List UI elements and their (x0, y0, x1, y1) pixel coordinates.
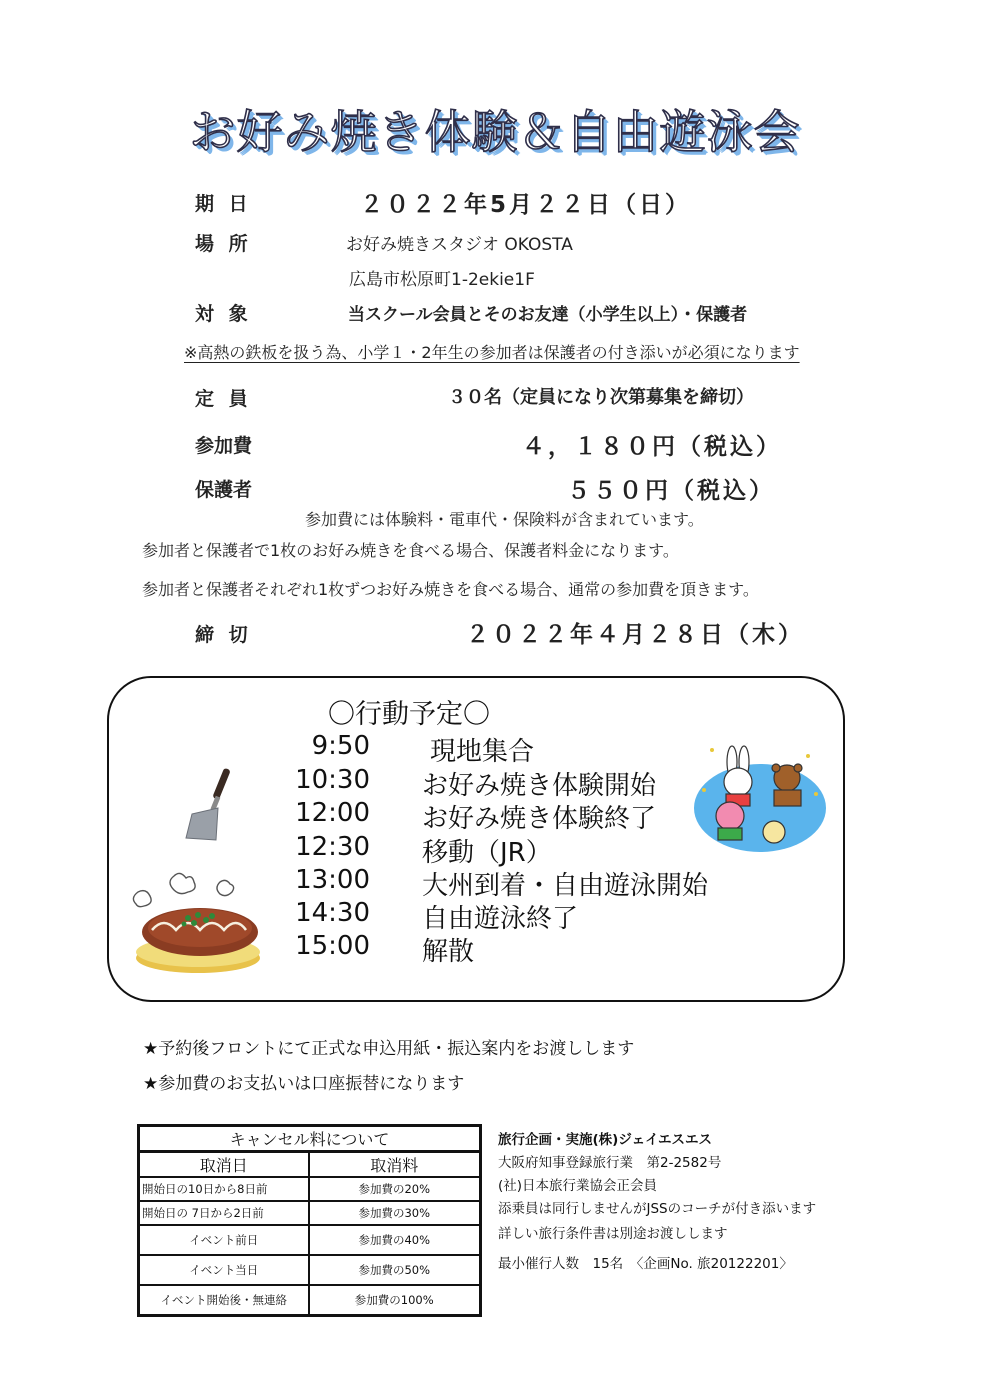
column-header: 取消日 (139, 1152, 309, 1178)
schedule-time: 9:50 (311, 731, 370, 761)
fee-label: 参加費 (195, 435, 253, 457)
target-note: ※高熱の鉄板を扱う為、小学１・2年生の参加者は保護者の付き添いが必須になります (184, 343, 800, 362)
fee-note-2: 参加者と保護者で1枚のお好み焼きを食べる場合、保護者料金になります。 (142, 541, 679, 560)
date-label: 期 日 (195, 193, 252, 215)
table-cell: 参加費の100% (309, 1285, 481, 1315)
table-cell: 参加費の30% (309, 1201, 481, 1225)
organizer-name: 旅行企画・実施(株)ジェイエスエス (498, 1132, 713, 1148)
date-value: ２０２２年5月２２日（日） (360, 192, 692, 218)
schedule-activity: 解散 (422, 937, 475, 967)
target-value: 当スクール会員とそのお友達（小学生以上）・保護者 (348, 305, 748, 325)
schedule-activity: 自由遊泳終了 (422, 904, 579, 934)
target-label: 対 象 (195, 303, 252, 325)
organizer-membership: (社)日本旅行業協会正会員 (498, 1178, 658, 1194)
organizer-terms-note: 詳しい旅行条件書は別途お渡しします (498, 1226, 728, 1242)
guardian-label: 保護者 (195, 479, 253, 501)
table-cell: 開始日の 7日から2日前 (139, 1201, 309, 1225)
deadline-value: ２０２２年４月２８日（木） (466, 622, 804, 648)
table-cell: 参加費の20% (309, 1177, 481, 1201)
table-cell: イベント前日 (139, 1225, 309, 1255)
okonomiyaki-icon (128, 860, 268, 980)
bath-toys-icon (690, 730, 830, 854)
place-address: 広島市松原町1-2ekie1F (349, 270, 535, 290)
deadline-label: 締 切 (195, 624, 252, 646)
note-item: ★予約後フロントにて正式な申込用紙・振込案内をお渡しします (143, 1039, 635, 1059)
organizer-registration: 大阪府知事登録旅行業 第2-2582号 (498, 1155, 722, 1171)
fee-note-3: 参加者と保護者それぞれ1枚ずつお好み焼きを食べる場合、通常の参加費を頂きます。 (142, 580, 759, 599)
table-cell: 参加費の40% (309, 1225, 481, 1255)
page-title: お好み焼き体験＆自由遊泳会 (189, 105, 801, 159)
column-header: 取消料 (309, 1152, 481, 1178)
fee-note-1: 参加費には体験料・電車代・保険料が含まれています。 (305, 510, 704, 529)
table-row (139, 1177, 481, 1201)
schedule-activity: 移動（JR） (422, 838, 552, 868)
table-caption: キャンセル料について (139, 1126, 481, 1152)
schedule-time: 12:00 (295, 798, 370, 828)
place-name: お好み焼きスタジオ OKOSTA (346, 235, 573, 255)
table-cell: イベント開始後・無連絡 (139, 1285, 309, 1315)
schedule-title: 〇行動予定〇 (328, 699, 490, 730)
place-label: 場 所 (195, 233, 252, 255)
note-item: ★参加費のお支払いは口座振替になります (143, 1074, 465, 1094)
schedule-activity: 大州到着・自由遊泳開始 (422, 871, 709, 901)
schedule-activity: 現地集合 (430, 737, 535, 767)
cancel-fee-table (137, 1124, 482, 1317)
schedule-activity: お好み焼き体験開始 (422, 771, 657, 801)
capacity-label: 定 員 (195, 388, 252, 410)
table-cell: 参加費の50% (309, 1255, 481, 1285)
schedule-time: 13:00 (295, 865, 370, 895)
schedule-time: 14:30 (295, 898, 370, 928)
table-row (139, 1255, 481, 1285)
organizer-min-participants: 最小催行人数 15名 〈企画No. 旅20122201〉 (498, 1256, 793, 1272)
table-cell: 開始日の10日から8日前 (139, 1177, 309, 1201)
capacity-value: ３０名（定員になり次第募集を締切） (448, 387, 754, 408)
organizer-escort-note: 添乗員は同行しませんがJSSのコーチが付き添います (498, 1201, 817, 1217)
table-cell: イベント当日 (139, 1255, 309, 1285)
schedule-time: 15:00 (295, 931, 370, 961)
schedule-activity: お好み焼き体験終了 (422, 804, 657, 834)
table-row (139, 1225, 481, 1255)
schedule-time: 12:30 (295, 832, 370, 862)
spatula-icon (178, 764, 250, 844)
fee-value: ４，１８０円（税込） (522, 434, 782, 460)
table-row (139, 1285, 481, 1315)
schedule-time: 10:30 (295, 765, 370, 795)
guardian-value: ５５０円（税込） (567, 478, 775, 504)
table-row (139, 1201, 481, 1225)
